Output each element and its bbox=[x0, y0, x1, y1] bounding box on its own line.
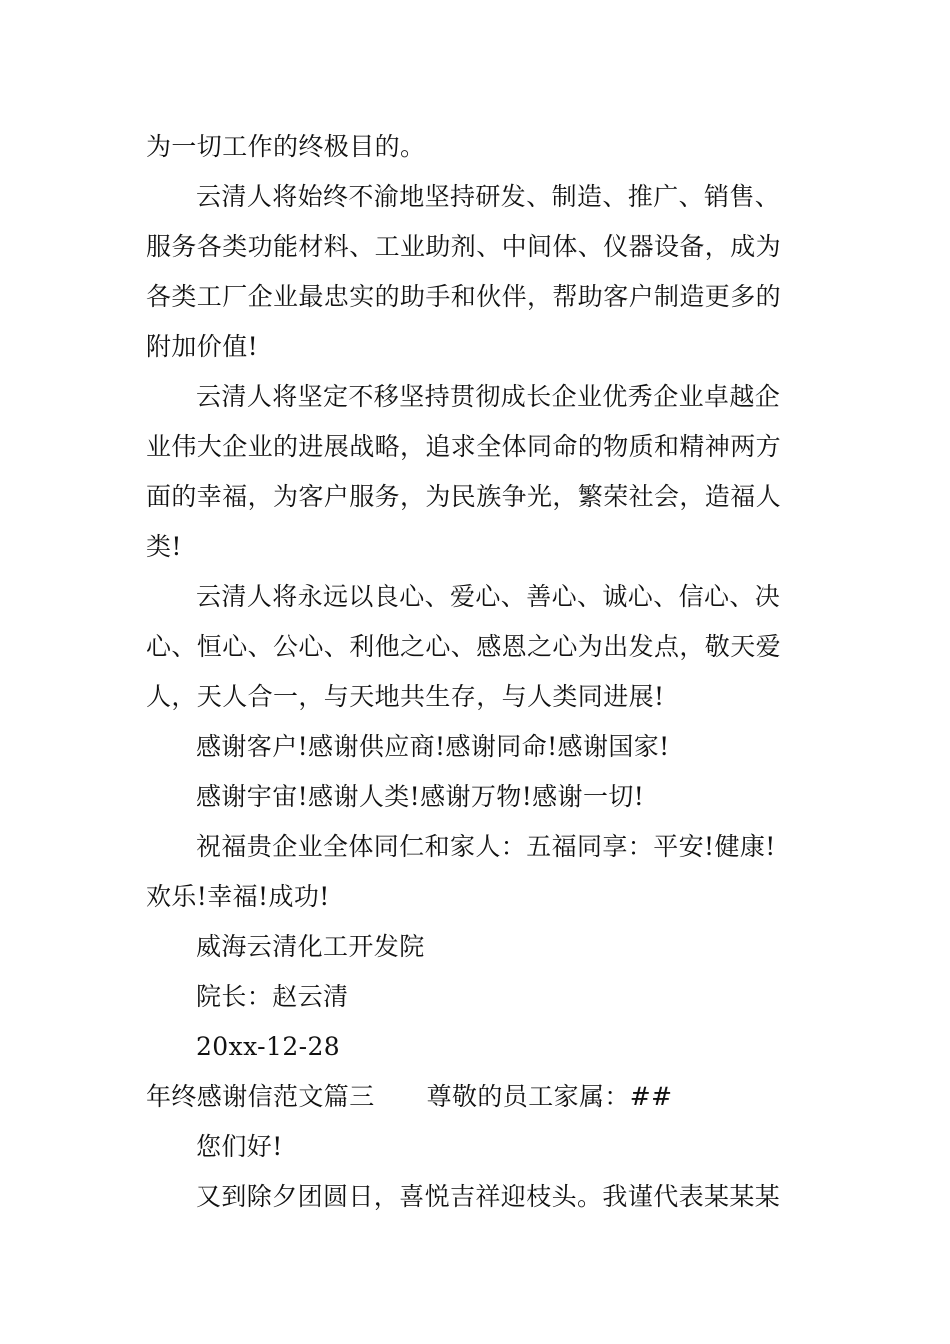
text-line: 云清人将始终不渝地坚持研发、制造、推广、销售、 bbox=[196, 182, 781, 211]
signature-name: 院长：赵云清 bbox=[196, 982, 349, 1011]
heading-salutation: 尊敬的员工家属：## bbox=[426, 1082, 673, 1111]
text-line: 云清人将永远以良心、爱心、善心、诚心、信心、决 bbox=[196, 582, 781, 611]
signature-date: 20xx-12-28 bbox=[196, 1032, 341, 1061]
greeting-line: 您们好! bbox=[196, 1132, 283, 1161]
signature-organization: 威海云清化工开发院 bbox=[196, 932, 425, 961]
text-line: 附加价值! bbox=[146, 332, 259, 361]
text-line: 为一切工作的终极目的。 bbox=[146, 132, 426, 161]
text-line: 感谢宇宙!感谢人类!感谢万物!感谢一切! bbox=[196, 782, 645, 811]
text-line: 心、恒心、公心、利他之心、感恩之心为出发点，敬天爱 bbox=[146, 632, 782, 661]
heading-title: 年终感谢信范文篇三 bbox=[146, 1082, 375, 1111]
text-line: 服务各类功能材料、工业助剂、中间体、仪器设备，成为 bbox=[146, 232, 782, 261]
text-line: 各类工厂企业最忠实的助手和伙伴，帮助客户制造更多的 bbox=[146, 282, 782, 311]
text-line: 欢乐!幸福!成功! bbox=[146, 882, 330, 911]
text-line: 云清人将坚定不移坚持贯彻成长企业优秀企业卓越企 bbox=[196, 382, 781, 411]
text-line: 业伟大企业的进展战略，追求全体同命的物质和精神两方 bbox=[146, 432, 782, 461]
text-line: 又到除夕团圆日，喜悦吉祥迎枝头。我谨代表某某某 bbox=[196, 1182, 781, 1211]
text-line: 人，天人合一，与天地共生存，与人类同进展! bbox=[146, 682, 665, 711]
text-line: 面的幸福，为客户服务，为民族争光，繁荣社会，造福人 bbox=[146, 482, 782, 511]
text-line: 祝福贵企业全体同仁和家人：五福同享：平安!健康! bbox=[196, 832, 776, 861]
section-heading bbox=[146, 1072, 816, 1122]
text-line: 类! bbox=[146, 532, 182, 561]
text-line: 感谢客户!感谢供应商!感谢同命!感谢国家! bbox=[196, 732, 670, 761]
